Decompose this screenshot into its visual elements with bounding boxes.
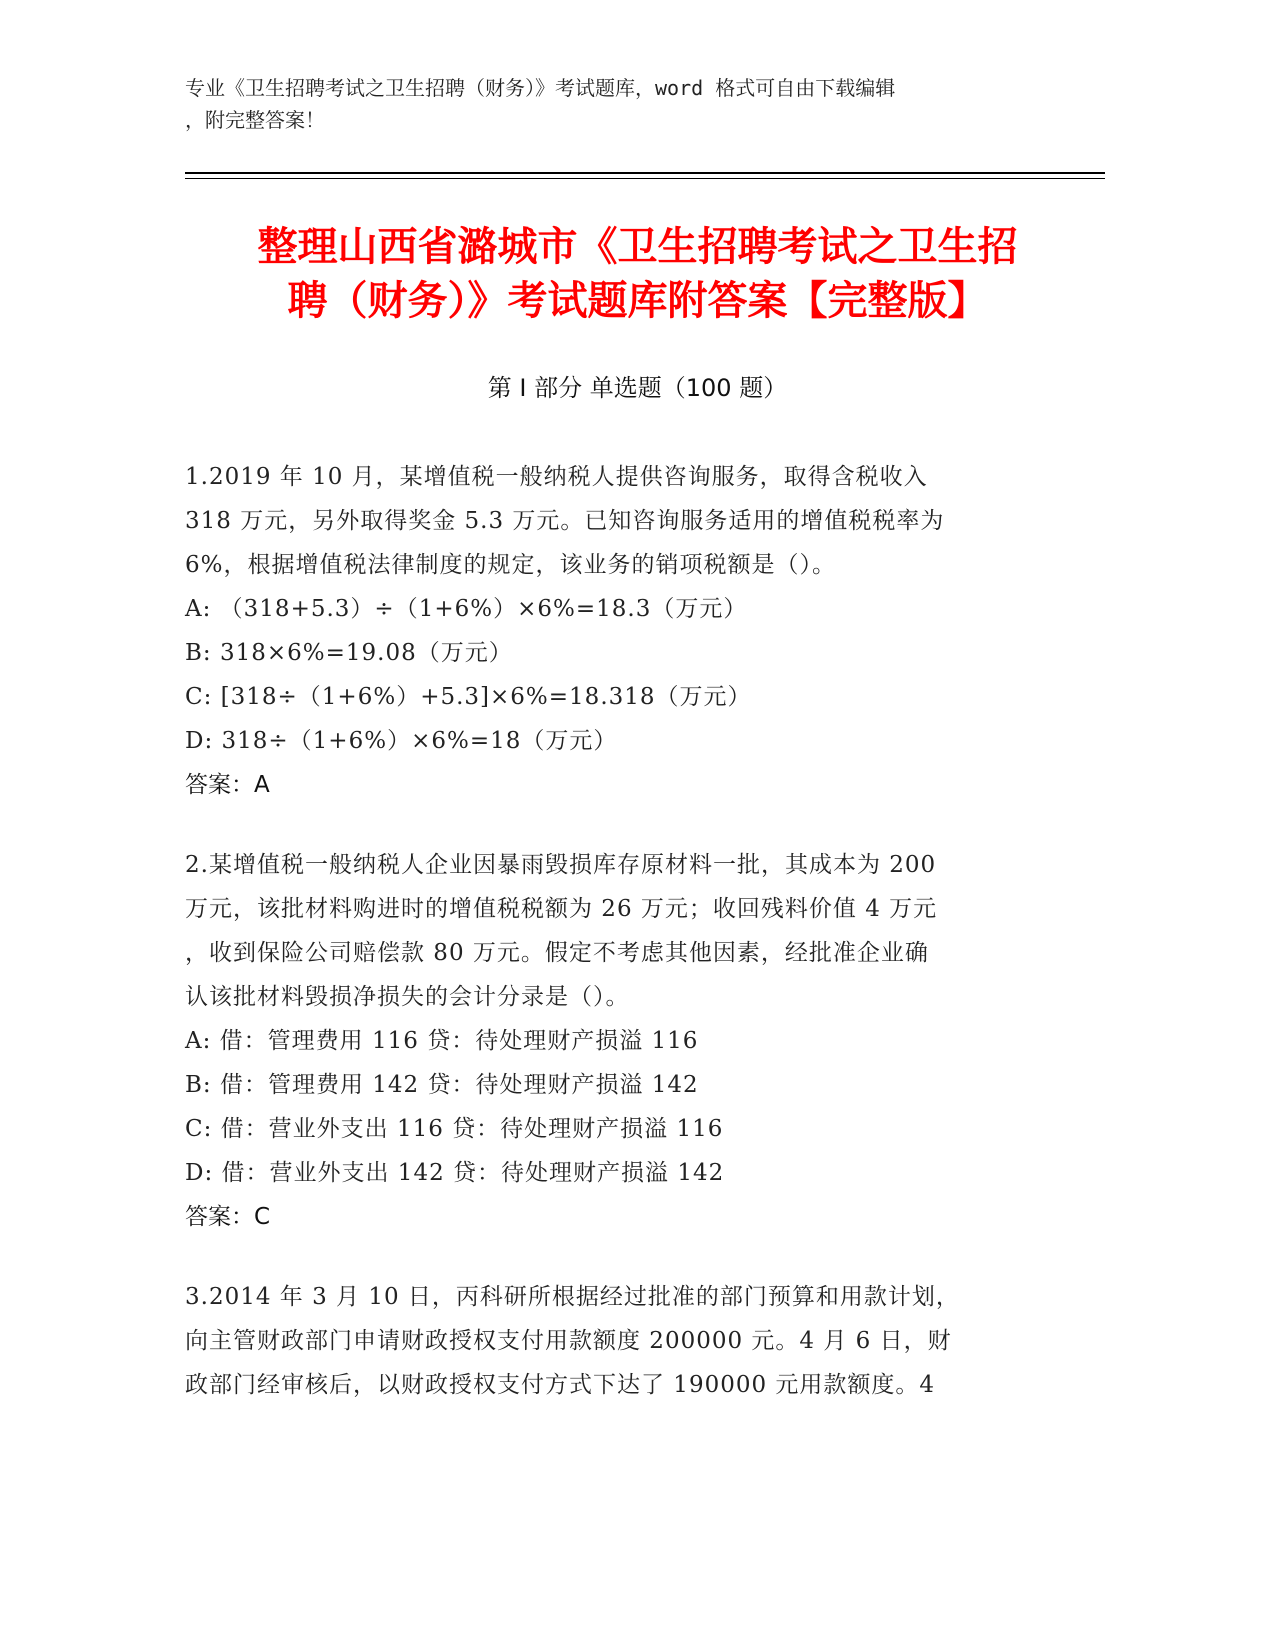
option-b: B: 借：管理费用 142 贷：待处理财产损溢 142 (185, 1072, 699, 1098)
option-c: C: 借：营业外支出 116 贷：待处理财产损溢 116 (185, 1116, 724, 1142)
header-divider-thick (185, 172, 1105, 174)
header-note-line-1: 专业《卫生招聘考试之卫生招聘（财务）》考试题库，word 格式可自由下载编辑 (185, 76, 896, 100)
question-stem-line: 3.2014 年 3 月 10 日，丙科研所根据经过批准的部门预算和用款计划， (185, 1284, 960, 1310)
option-d: D: 借：营业外支出 142 贷：待处理财产损溢 142 (185, 1160, 725, 1186)
question-stem-line: 政部门经审核后，以财政授权支付方式下达了 190000 元用款额度。4 (185, 1372, 936, 1398)
document-title-line-1: 整理山西省潞城市《卫生招聘考试之卫生招 (257, 224, 1018, 270)
document-title (160, 220, 1115, 328)
question-stem-line: 认该批材料毁损净损失的会计分录是（）。 (185, 984, 630, 1010)
option-d: D: 318÷（1+6%）×6%=18（万元） (185, 728, 618, 754)
question-3 (185, 1275, 1085, 1407)
section-title: 第 I 部分 单选题（100 题） (487, 374, 788, 402)
question-2 (185, 843, 1085, 1239)
question-1 (185, 455, 1085, 807)
header-note (185, 72, 1085, 136)
header-divider-thin (185, 178, 1105, 179)
question-stem-line: 6%，根据增值税法律制度的规定，该业务的销项税额是（）。 (185, 552, 836, 578)
question-stem-line: 1.2019 年 10 月，某增值税一般纳税人提供咨询服务，取得含税收入 (185, 464, 928, 490)
option-a: A: （318+5.3）÷（1+6%）×6%=18.3（万元） (185, 596, 748, 622)
question-stem-line: 318 万元，另外取得奖金 5.3 万元。已知咨询服务适用的增值税税率为 (185, 508, 945, 534)
question-list (185, 455, 1085, 1443)
option-a: A: 借：管理费用 116 贷：待处理财产损溢 116 (185, 1028, 699, 1054)
question-stem-line: ，收到保险公司赔偿款 80 万元。假定不考虑其他因素，经批准企业确 (185, 940, 929, 966)
document-title-line-2: 聘（财务）》考试题库附答案【完整版】 (287, 278, 988, 324)
answer-line: 答案：A (185, 772, 270, 798)
option-c: C: [318÷（1+6%）+5.3]×6%=18.318（万元） (185, 684, 752, 710)
question-stem-line: 向主管财政部门申请财政授权支付用款额度 200000 元。4 月 6 日，财 (185, 1328, 952, 1354)
answer-line: 答案：C (185, 1204, 271, 1230)
option-b: B: 318×6%=19.08（万元） (185, 640, 513, 666)
question-stem-line: 万元，该批材料购进时的增值税税额为 26 万元；收回残料价值 4 万元 (185, 896, 938, 922)
header-note-line-2: ，附完整答案！ (185, 108, 325, 132)
question-stem-line: 2.某增值税一般纳税人企业因暴雨毁损库存原材料一批，其成本为 200 (185, 852, 937, 878)
